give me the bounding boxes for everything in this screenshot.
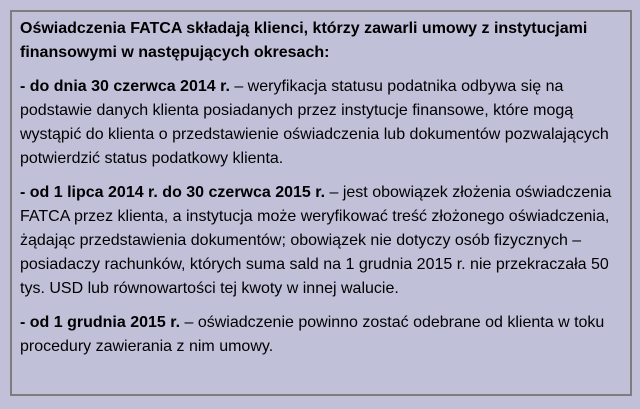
notice-intro: Oświadczenia FATCA składają klienci, którzy zawarli umowy z instytucjami finansowymi w następujących okresach: [20, 20, 588, 61]
notice-item-1-text: – weryfikacja statusu podatnika odbywa się na podstawie danych klienta posiadanych przez instytucje finansowe, które mogą wystąpić do klienta o przedstawienie oświadczenia lub dokumentów pozwalających potwierdzić status podatkowy klienta. [20, 78, 609, 167]
notice-item-3 [20, 311, 622, 359]
notice-item-1-period: - do dnia 30 czerwca 2014 r. [20, 78, 230, 95]
notice-item-2-period: - od 1 lipca 2014 r. do 30 czerwca 2015 r. [20, 184, 326, 201]
notice-item-3-period: - od 1 grudnia 2015 r. [20, 314, 181, 331]
fatca-notice-box [10, 10, 632, 396]
notice-item-2-text: – jest obowiązek złożenia oświadczenia FATCA przez klienta, a instytucja może weryfikować treść złożonego oświadczenia, żądając przedstawienia dokumentów; obowiązek nie dotyczy osób fizycznych – posiadaczy rachunków, których suma sald na 1 grudnia 2015 r. nie przekraczała 50 tys. USD lub równowartości tej kwoty w innej walucie. [20, 184, 612, 297]
notice-item-2 [20, 181, 622, 301]
notice-item-1 [20, 75, 622, 171]
notice-item-3-text: – oświadczenie powinno zostać odebrane od klienta w toku procedury zawierania z nim umowy. [20, 314, 605, 355]
